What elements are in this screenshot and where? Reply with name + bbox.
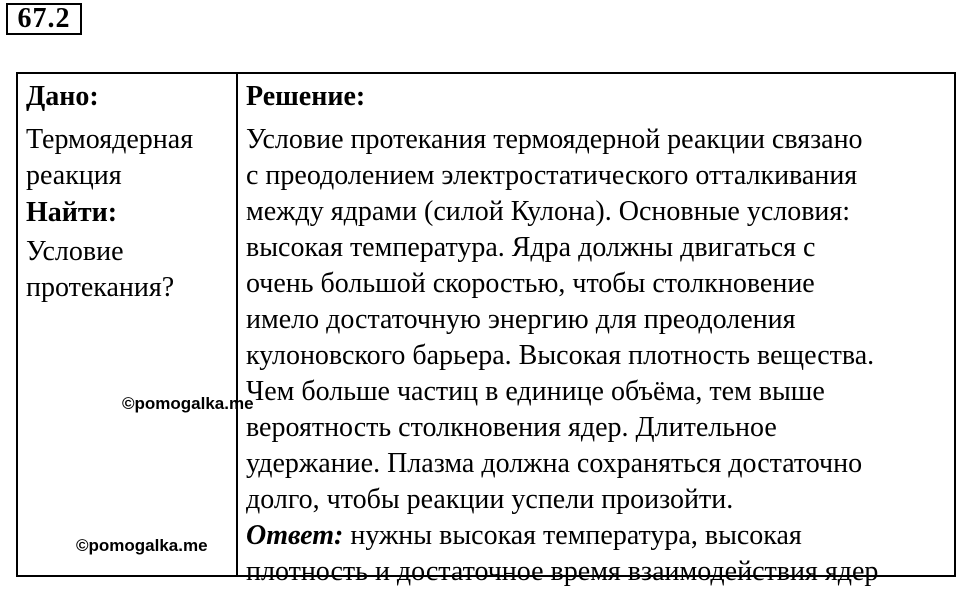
find-line: протекания? (26, 272, 175, 303)
solution-line: высокая температура. Ядра должны двигаться с (246, 232, 816, 263)
given-column (26, 80, 231, 306)
find-line: Условие (26, 236, 124, 267)
solution-line: между ядрами (силой Кулона). Основные условия: (246, 196, 851, 227)
solution-table (16, 72, 956, 587)
solution-label: Решение: (246, 81, 366, 112)
solution-column (246, 80, 956, 590)
watermark: ©pomogalka.me (122, 394, 254, 413)
given-label: Дано: (26, 81, 99, 112)
solution-line: очень большой скоростью, чтобы столкновение (246, 268, 815, 299)
solution-line: Чем больше частиц в единице объёма, тем выше (246, 376, 825, 407)
answer-line-2: плотность и достаточное время взаимодействия ядер (246, 556, 879, 587)
watermark: ©pomogalka.me (76, 536, 208, 555)
given-line: Термоядерная (26, 124, 194, 155)
problem-number-badge: 67.2 (6, 3, 82, 35)
column-divider (236, 74, 238, 575)
solution-line: имело достаточную энергию для преодоления (246, 304, 796, 335)
answer-line (246, 518, 956, 554)
given-line: реакция (26, 160, 122, 191)
find-label: Найти: (26, 197, 118, 228)
solution-line: долго, чтобы реакции успели произойти. (246, 484, 734, 515)
solution-line: Условие протекания термоядерной реакции связано (246, 124, 863, 155)
solution-line: вероятность столкновения ядер. Длительное (246, 412, 777, 443)
solution-line: с преодолением электростатического отталкивания (246, 160, 858, 191)
solution-line: кулоновского барьера. Высокая плотность вещества. (246, 340, 875, 371)
solution-line: удержание. Плазма должна сохраняться достаточно (246, 448, 863, 479)
answer-text: нужны высокая температура, высокая (343, 520, 802, 551)
answer-label: Ответ: (246, 520, 344, 551)
